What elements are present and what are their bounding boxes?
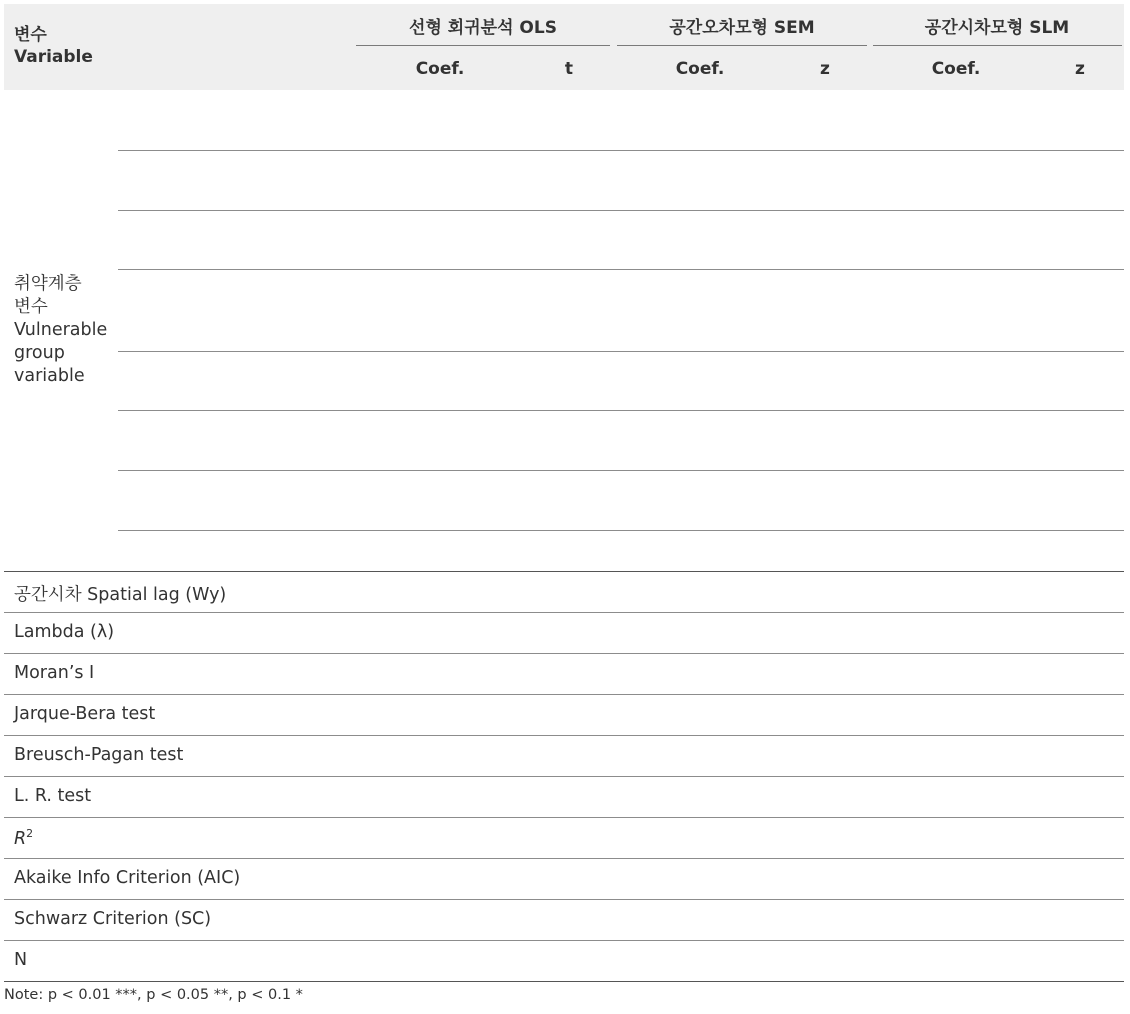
header-group-rule-slm bbox=[873, 45, 1122, 46]
header-slm-z: z bbox=[1075, 59, 1085, 79]
header-variable-ko: 변수 bbox=[14, 25, 47, 45]
row-divider bbox=[4, 694, 1124, 695]
stat-label bbox=[14, 704, 155, 724]
stat-label bbox=[14, 663, 94, 683]
header-sem-z: z bbox=[820, 59, 830, 79]
row-divider bbox=[118, 210, 1124, 211]
group-label-line: Vulnerable bbox=[14, 320, 108, 340]
group-label-line: group bbox=[14, 343, 65, 363]
stat-label-text: N bbox=[14, 949, 28, 970]
header-group-rule-ols bbox=[356, 45, 610, 46]
stat-label bbox=[14, 786, 91, 806]
stat-label-superscript: 2 bbox=[26, 826, 34, 840]
header-group-ols: 선형 회귀분석 OLS bbox=[409, 18, 557, 38]
group-label-line: 변수 bbox=[14, 297, 48, 317]
stat-label-text: Akaike Info Criterion (AIC) bbox=[14, 867, 241, 888]
row-divider bbox=[4, 653, 1124, 654]
row-divider bbox=[4, 612, 1124, 613]
stat-label-text: Schwarz Criterion (SC) bbox=[14, 908, 212, 929]
row-divider bbox=[118, 150, 1124, 151]
stat-label bbox=[14, 868, 240, 888]
row-divider bbox=[118, 351, 1124, 352]
header-ols-coef: Coef. bbox=[415, 59, 465, 79]
stat-label bbox=[14, 909, 211, 929]
group-label-line: variable bbox=[14, 366, 85, 386]
stat-label bbox=[14, 950, 27, 970]
row-divider bbox=[4, 981, 1124, 982]
row-divider bbox=[4, 940, 1124, 941]
row-divider bbox=[4, 858, 1124, 859]
stat-label-text: Jarque-Bera test bbox=[14, 703, 156, 724]
section-divider bbox=[4, 571, 1124, 572]
row-divider bbox=[118, 410, 1124, 411]
header-variable-en: Variable bbox=[14, 47, 93, 67]
header-group-sem: 공간오차모형 SEM bbox=[669, 18, 815, 38]
stat-label-text: R bbox=[14, 828, 27, 849]
header-variable-label bbox=[14, 24, 93, 68]
stat-label-text: L. R. test bbox=[14, 785, 92, 806]
stat-label bbox=[14, 827, 33, 849]
header-sem-coef: Coef. bbox=[675, 59, 725, 79]
header-group-slm: 공간시차모형 SLM bbox=[924, 18, 1070, 38]
vulnerable-group-label bbox=[14, 273, 107, 388]
stat-label bbox=[14, 745, 183, 765]
header-ols-t: t bbox=[564, 59, 574, 79]
header-group-rule-sem bbox=[617, 45, 867, 46]
stat-label-text: 공간시차 Spatial lag (Wy) bbox=[14, 584, 227, 605]
row-divider bbox=[4, 899, 1124, 900]
row-divider bbox=[118, 269, 1124, 270]
row-divider bbox=[118, 470, 1124, 471]
significance-note: Note: p < 0.01 ***, p < 0.05 **, p < 0.1 * bbox=[4, 987, 303, 1003]
group-label-line: 취약계층 bbox=[14, 274, 82, 294]
stat-label-text: Lambda (λ) bbox=[14, 621, 115, 642]
row-divider bbox=[4, 817, 1124, 818]
row-divider bbox=[4, 735, 1124, 736]
stat-label-text: Moran’s I bbox=[14, 662, 95, 683]
stat-label-text: Breusch-Pagan test bbox=[14, 744, 184, 765]
stat-label bbox=[14, 622, 114, 642]
header-slm-coef: Coef. bbox=[931, 59, 981, 79]
row-divider bbox=[4, 776, 1124, 777]
row-divider bbox=[118, 530, 1124, 531]
stat-label bbox=[14, 581, 226, 606]
